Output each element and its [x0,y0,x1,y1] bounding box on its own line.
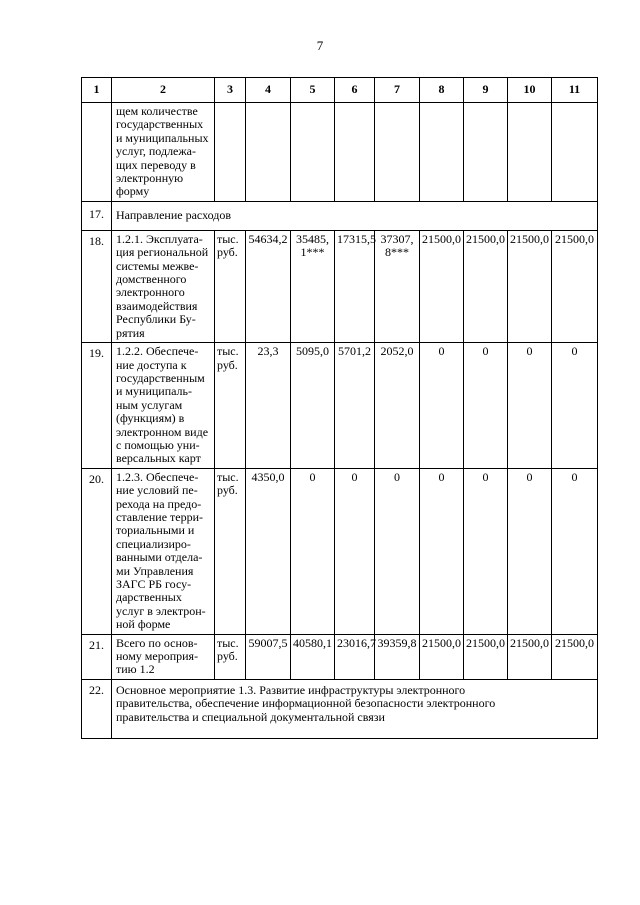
value-line: 0 [482,344,489,359]
row-number: 20. [82,468,112,634]
value-line: 8*** [385,245,409,260]
name-line: и муниципальных [116,130,209,145]
name-line: тию 1.2 [116,662,155,677]
continuation-name [112,103,215,202]
value-line: 0 [438,344,445,359]
name-line: услуг в электрон- [116,603,206,618]
value-cell-6 [335,468,375,634]
name-line: электронном виде [116,424,209,439]
name-line: ному мероприя- [116,649,199,664]
value-line: 21500,0 [422,635,461,650]
value-line: 0 [351,469,358,484]
name-line: государственным [116,370,205,385]
unit-line: руб. [217,245,238,260]
header-cell: 7 [375,78,420,103]
row-number: 18. [82,230,112,342]
value-line: 0 [482,469,489,484]
name-line: Всего по основ- [116,635,198,650]
value-cell-10 [508,634,552,679]
value-cell-8 [420,343,464,469]
final-line: Основное мероприятие 1.3. Развитие инфраструктуры электронного [116,682,466,697]
unit-line: тыс. [217,469,239,484]
value-line: 0 [526,344,533,359]
value-line: 17315,5 [337,231,376,246]
value-line: 39359,8 [377,635,417,650]
value-cell-8 [420,230,464,342]
value-line: 0 [571,344,578,359]
row-unit [215,343,246,469]
table-row [82,468,598,634]
name-line: системы межве- [116,258,199,273]
table-row [82,343,598,469]
name-line: электронную [116,171,184,186]
value-line: 23016,7 [337,635,376,650]
row-name [112,230,215,342]
row-unit [215,468,246,634]
value-line: 23,3 [257,344,279,359]
name-line: щих переводу в [116,157,196,172]
value-line: 0 [394,469,400,484]
name-line: ние условий пе- [116,483,198,498]
value-cell-5 [291,230,335,342]
value-cell-4 [246,468,291,634]
name-line: ставление терри- [116,509,204,524]
value-line: 21500,0 [510,231,549,246]
unit-line: руб. [217,357,238,372]
value-line: 21500,0 [555,635,594,650]
name-line: домственного [116,272,187,287]
name-line: форму [116,184,150,199]
value-cell-7 [375,468,420,634]
name-line: дарственных [116,590,182,605]
final-line: правительства, обеспечение информационной безопасности электронного [116,696,496,711]
header-cell: 2 [112,78,215,103]
table-row [82,634,598,679]
name-line: Республики Бу- [116,312,196,327]
name-line: ми Управления [116,563,194,578]
header-cell: 1 [82,78,112,103]
budget-table [81,77,598,739]
value-cell-6 [335,343,375,469]
name-line: электронного [116,285,185,300]
value-line: 21500,0 [555,231,594,246]
header-cell: 6 [335,78,375,103]
value-line: 59007,5 [248,635,288,650]
value-cell-5 [291,468,335,634]
row-number: 22. [82,679,112,738]
value-line: 4350,0 [251,469,285,484]
header-cell: 10 [508,78,552,103]
value-line: 2052,0 [380,344,414,359]
header-row [82,78,598,103]
row-number: 19. [82,343,112,469]
name-line: и муниципаль- [116,384,193,399]
value-cell-4 [246,343,291,469]
value-line: 1*** [300,245,325,260]
value-line: 0 [438,469,445,484]
value-line: 0 [309,469,316,484]
name-line: с помощью уни- [116,437,200,452]
value-line: 35485, [296,231,329,246]
value-cell-11 [552,230,598,342]
value-line: 21500,0 [466,231,505,246]
value-cell-5 [291,634,335,679]
name-line: ным услугам [116,397,183,412]
name-line: щем количестве [116,104,198,118]
row-number: 17. [82,201,112,230]
value-cell-8 [420,468,464,634]
name-line: рехода на предо- [116,496,202,511]
value-cell-11 [552,343,598,469]
value-cell-10 [508,230,552,342]
header-cell: 8 [420,78,464,103]
name-line: рятия [116,325,145,340]
value-line: 5095,0 [296,344,329,359]
value-line: 21500,0 [466,635,505,650]
header-cell: 4 [246,78,291,103]
name-line: взаимодействия [116,298,198,313]
table-row [82,230,598,342]
value-line: 40580,1 [293,635,332,650]
row-name [112,343,215,469]
value-line: 54634,2 [248,231,288,246]
row-number [82,103,112,202]
value-cell-7 [375,634,420,679]
final-row-text [112,679,598,738]
value-cell-9 [464,230,508,342]
unit-line: тыс. [217,635,239,650]
continuation-row [82,103,598,202]
name-line: ной форме [116,617,171,632]
final-line: правительства и специальной документальной связи [116,709,385,724]
value-line: 21500,0 [422,231,461,246]
value-line: 21500,0 [510,635,549,650]
name-line: специализиро- [116,536,191,551]
value-line: 0 [526,469,533,484]
name-line: версальных карт [116,451,201,466]
value-line: 5701,2 [338,344,371,359]
value-line: 0 [571,469,578,484]
name-line: услуг, подлежа- [116,144,196,159]
unit-line: руб. [217,483,238,498]
name-line: государственных [116,117,204,132]
name-line: ция региональной [116,245,209,260]
value-cell-11 [552,468,598,634]
value-cell-8 [420,634,464,679]
unit-line: тыс. [217,231,239,246]
value-cell-9 [464,468,508,634]
unit-line: руб. [217,649,238,664]
value-cell-6 [335,230,375,342]
row-name [112,468,215,634]
row-unit [215,230,246,342]
row-name [112,634,215,679]
row-number: 21. [82,634,112,679]
header-cell: 3 [215,78,246,103]
unit-line: тыс. [217,344,239,359]
header-cell: 5 [291,78,335,103]
value-cell-9 [464,634,508,679]
value-cell-4 [246,634,291,679]
name-line: ванными отдела- [116,550,203,565]
value-cell-10 [508,468,552,634]
section-row [82,201,598,230]
value-cell-7 [375,343,420,469]
value-cell-9 [464,343,508,469]
value-cell-5 [291,343,335,469]
value-cell-6 [335,634,375,679]
section-title: Направление расходов [112,201,598,230]
page-number: 7 [316,38,324,53]
name-line: (функциям) в [116,411,185,426]
value-line: 37307, [380,231,414,246]
name-line: ториальными и [116,523,195,538]
header-cell: 9 [464,78,508,103]
value-cell-10 [508,343,552,469]
name-line: 1.2.3. Обеспече- [116,469,199,484]
name-line: 1.2.2. Обеспече- [116,344,199,359]
row-unit [215,634,246,679]
name-line: ние доступа к [116,357,187,372]
value-cell-7 [375,230,420,342]
name-line: 1.2.1. Эксплуата- [116,231,203,246]
name-line: ЗАГС РБ госу- [116,577,192,591]
header-cell: 11 [552,78,598,103]
final-row [82,679,598,738]
value-cell-11 [552,634,598,679]
value-cell-4 [246,230,291,342]
